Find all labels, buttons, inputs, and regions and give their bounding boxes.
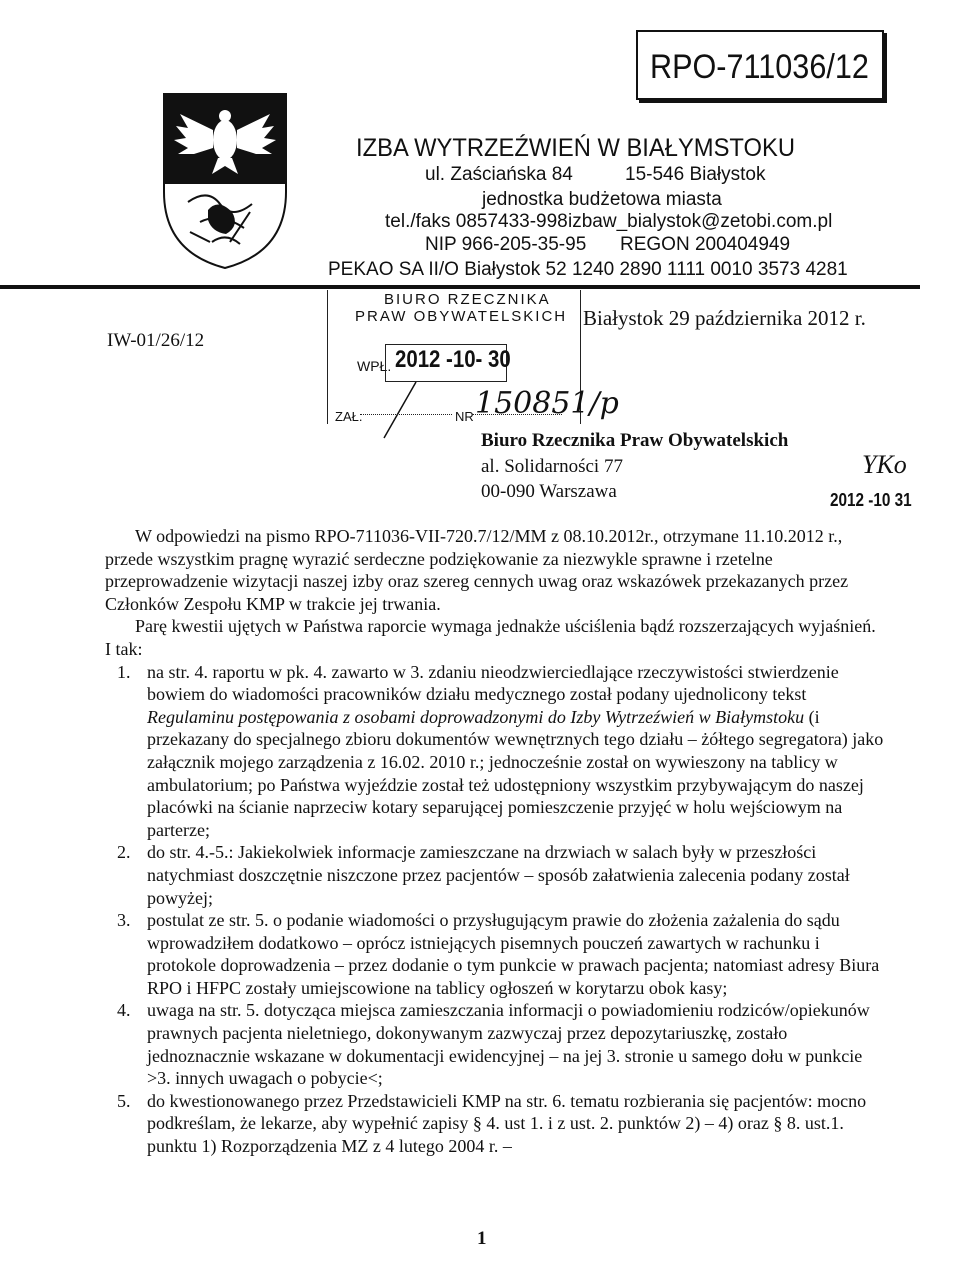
list-item bbox=[105, 661, 885, 842]
points-list bbox=[105, 661, 885, 1158]
handwritten-date: 2012 -10 31 bbox=[830, 490, 912, 510]
reference-number: IW-01/26/12 bbox=[107, 330, 205, 351]
page-number: 1 bbox=[477, 1228, 487, 1249]
reception-stamp-line1: BIURO RZECZNIKA bbox=[384, 291, 551, 308]
institution-nip: NIP 966-205-35-95 bbox=[425, 234, 587, 255]
point-number: 5. bbox=[117, 1090, 131, 1111]
list-item bbox=[105, 909, 885, 999]
rpo-stamp-number: RPO-711036/12 bbox=[650, 48, 869, 86]
point-number: 4. bbox=[117, 1000, 131, 1021]
place-and-date: Białystok 29 października 2012 r. bbox=[583, 306, 866, 330]
list-item bbox=[105, 841, 885, 909]
second-paragraph: Parę kwestii ujętych w Państwa raporcie wymaga jednakże uściślenia bądź rozszerzających wyjaśnień. I tak: bbox=[105, 616, 876, 659]
institution-email: izbaw_bialystok@zetobi.com.pl bbox=[568, 211, 833, 232]
reception-stamp-wpl: WPŁ. bbox=[357, 358, 392, 374]
reception-stamp-nr: NR bbox=[455, 409, 474, 424]
handwritten-case-number: 150851/p bbox=[475, 386, 619, 421]
reception-stamp-date: 2012 -10- 30 bbox=[395, 346, 511, 373]
regulation-title: Regulaminu postępowania z osobami doprowadzonymi do Izby Wytrzeźwień w Białymstoku bbox=[147, 706, 805, 727]
addressee-street: al. Solidarności 77 bbox=[481, 456, 623, 477]
point-number: 2. bbox=[117, 842, 131, 863]
point-text: postulat ze str. 5. o podanie wiadomości o przysługującym prawie do złożenia zażalenia do sądu wprowadziłem dodatkowo – oprócz istniejących pisemnych pouczeń zawartych w rachunku i protokole doprowadzenia – przez dodanie o tym punkcie w prawach pacjenta; natomiast adresy Biura RPO i HFPC zostały umiejscowione na tablicy ogłoszeń w korytarzu obok kasy; bbox=[147, 910, 880, 998]
institution-name: IZBA WYTRZEŹWIEŃ W BIAŁYMSTOKU bbox=[356, 134, 795, 162]
city-crest-icon bbox=[160, 92, 290, 270]
point-text-continued: (i przekazany do specjalnego zbioru dokumentów wewnętrznych tego działu – żółtego segregatora) jako załącznik mojego zarządzenia z 16.02. 2010 r.; jednocześnie został on wywieszony na tablicy w ambulatorium; po Państwa wyjeździe został też udostępniony wszystkim przybywającym do naszej placówki na ścianie naprzeciw kotary separującej pomieszczenie przyjęć w holu wejściowym na parterze; bbox=[147, 706, 884, 840]
institution-street: ul. Zaściańska 84 bbox=[425, 164, 573, 185]
list-item bbox=[105, 999, 885, 1089]
reception-stamp-zal: ZAŁ. bbox=[335, 409, 363, 424]
institution-regon: REGON 200404949 bbox=[620, 234, 791, 255]
addressee-name: Biuro Rzecznika Praw Obywatelskich bbox=[481, 430, 789, 451]
institution-bank: PEKAO SA II/O Białystok 52 1240 2890 1111 0010 3573 4281 bbox=[328, 259, 848, 280]
list-item bbox=[105, 1090, 885, 1158]
addressee-city: 00-090 Warszawa bbox=[481, 481, 617, 502]
institution-tel: tel./faks 0857433-998 bbox=[385, 211, 568, 232]
reception-stamp-line2: PRAW OBYWATELSKICH bbox=[355, 308, 568, 325]
institution-unit-type: jednostka budżetowa miasta bbox=[482, 189, 722, 210]
point-text: na str. 4. raportu w pk. 4. zawarto w 3. zdaniu nieodzwierciedlające rzeczywistości stwierdzenie bowiem do wiadomości pracowników działu medycznego został podany ujednolicony tekst bbox=[147, 661, 839, 705]
point-number: 1. bbox=[117, 661, 131, 682]
point-text: uwaga na str. 5. dotycząca miejsca zamieszczania informacji o powiadomieniu rodziców/opiekunów prawnych pacjenta nieletniego, dokonywanym zazwyczaj przez depozytariuszkę, zostało jednoznacznie wskazane w dokumentacji ewidencyjnej – na jej 3. stronie u samego dołu w punkcie >3. innych uwagach o pobycie<; bbox=[147, 1000, 870, 1089]
intro-paragraph: W odpowiedzi na pismo RPO-711036-VII-720.7/12/MM z 08.10.2012r., otrzymane 11.10.2012 r., przede wszystkim pragnę wyrazić serdeczne podziękowanie za niezwykle sprawne i rzetelne przeprowadzenie wizytacji naszej izby oraz szereg cennych uwag oraz wskazówek przekazanych przez Członków Zespołu KMP w trakcie jej trwania. bbox=[105, 526, 849, 614]
header-divider bbox=[0, 285, 920, 289]
handwritten-slash bbox=[380, 380, 420, 440]
point-text: do str. 4.-5.: Jakiekolwiek informacje zamieszczane na drzwiach w salach były w przeszłości natychmiast doszczętnie niszczone przez pacjentów – sposób załatwienia zalecenia podany został powyżej; bbox=[147, 842, 850, 908]
point-text: do kwestionowanego przez Przedstawicieli KMP na str. 6. tematu rozbierania się pacjentów: mocno podkreślam, że lekarze, aby wypełnić zapisy § 4. ust 1. i z ust. 2. punktów 2) – 4) oraz § 8. ust.1. punktu 1) Rozporządzenia MZ z 4 lutego 2004 r. – bbox=[147, 1090, 867, 1157]
point-number: 3. bbox=[117, 910, 131, 931]
handwritten-initials: YKo bbox=[862, 450, 907, 479]
institution-postal: 15-546 Białystok bbox=[625, 164, 766, 185]
letter-body bbox=[105, 525, 885, 1158]
